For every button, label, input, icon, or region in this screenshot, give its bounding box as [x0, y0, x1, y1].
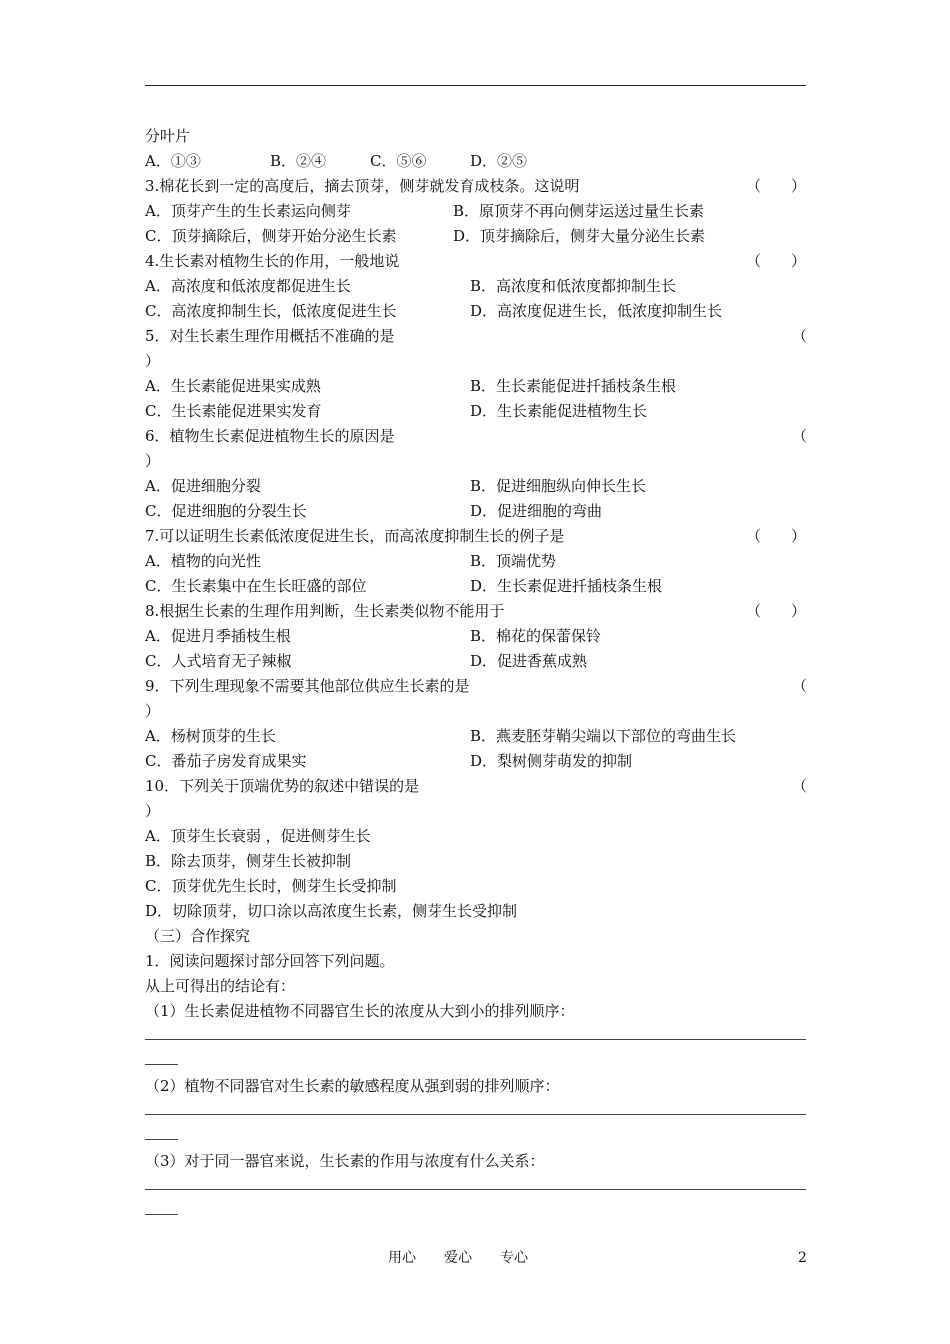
- task-1: 1．阅读问题探讨部分回答下列问题。: [145, 952, 395, 970]
- answer-paren: （ ）: [746, 252, 807, 270]
- sub-question-1: （1）生长素促进植物不同器官生长的浓度从大到小的排列顺序：: [145, 1002, 575, 1020]
- page-number: 2: [798, 1250, 807, 1266]
- q9-option-b: B．燕麦胚芽鞘尖端以下部位的弯曲生长: [470, 727, 737, 745]
- answer-paren: （ ）: [746, 602, 807, 620]
- answer-paren: （: [792, 327, 808, 345]
- answer-line-tail: [145, 1139, 178, 1140]
- q7-option-c: C．生长素集中在生长旺盛的部位: [145, 577, 367, 595]
- sub-question-2: （2）植物不同器官对生长素的敏感程度从强到弱的排列顺序：: [145, 1077, 560, 1095]
- sub-question-3: （3）对于同一器官来说，生长素的作用与浓度有什么关系：: [145, 1152, 545, 1170]
- q10-option-b: B．除去顶芽，侧芽生长被抑制: [145, 852, 352, 870]
- q9-option-d: D．梨树侧芽萌发的抑制: [470, 752, 633, 770]
- header-rule: [145, 85, 806, 86]
- q10-option-a: A．顶芽生长衰弱 ，促进侧芽生长: [145, 827, 371, 845]
- q7-option-d: D．生长素促进扦插枝条生根: [470, 577, 663, 595]
- paren-close: ）: [145, 702, 161, 720]
- answer-line-tail: [145, 1214, 178, 1215]
- question-8: 8.根据生长素的生理作用判断，生长素类似物不能用于: [145, 602, 505, 620]
- q9-option-a: A．杨树顶芽的生长: [145, 727, 276, 745]
- q2-option-b: B．②④: [270, 152, 327, 170]
- q3-option-d: D．顶芽摘除后，侧芽大量分泌生长素: [453, 227, 706, 245]
- q9-option-c: C．番茄子房发育成果实: [145, 752, 307, 770]
- question-4: 4.生长素对植物生长的作用，一般地说: [145, 252, 400, 270]
- paren-close: ）: [145, 352, 161, 370]
- q6-option-b: B．促进细胞纵向伸长生长: [470, 477, 647, 495]
- q5-option-b: B．生长素能促进扦插枝条生根: [470, 377, 677, 395]
- text-line: 分叶片: [145, 127, 191, 145]
- q5-option-d: D．生长素能促进植物生长: [470, 402, 648, 420]
- q4-option-d: D．高浓度促进生长，低浓度抑制生长: [470, 302, 723, 320]
- question-6: 6．植物生长素促进植物生长的原因是: [145, 427, 395, 445]
- q6-option-d: D．促进细胞的弯曲: [470, 502, 603, 520]
- q7-option-b: B．顶端优势: [470, 552, 557, 570]
- question-5: 5．对生长素生理作用概括不准确的是: [145, 327, 395, 345]
- conclusion-intro: 从上可得出的结论有：: [145, 977, 296, 995]
- answer-paren: （ ）: [746, 527, 807, 545]
- q2-option-d: D．②⑤: [470, 152, 528, 170]
- question-7: 7.可以证明生长素低浓度促进生长，而高浓度抑制生长的例子是: [145, 527, 565, 545]
- paren-close: ）: [145, 452, 161, 470]
- q8-option-b: B．棉花的保蕾保铃: [470, 627, 602, 645]
- q7-option-a: A．植物的向光性: [145, 552, 261, 570]
- q3-option-b: B．原顶芽不再向侧芽运送过量生长素: [453, 202, 705, 220]
- q2-option-c: C．⑤⑥: [370, 152, 427, 170]
- footer-motto: 用心 爱心 专心: [388, 1250, 528, 1266]
- q8-option-a: A．促进月季插枝生根: [145, 627, 291, 645]
- question-9: 9．下列生理现象不需要其他部位供应生长素的是: [145, 677, 470, 695]
- q4-option-c: C．高浓度抑制生长，低浓度促进生长: [145, 302, 397, 320]
- answer-line: [145, 1039, 806, 1040]
- paren-close: ）: [145, 802, 161, 820]
- q5-option-c: C．生长素能促进果实发育: [145, 402, 322, 420]
- q4-option-a: A．高浓度和低浓度都促进生长: [145, 277, 351, 295]
- q6-option-a: A．促进细胞分裂: [145, 477, 261, 495]
- answer-line: [145, 1114, 806, 1115]
- question-10: 10．下列关于顶端优势的叙述中错误的是: [145, 777, 420, 795]
- q3-option-a: A．顶芽产生的生长素运向侧芽: [145, 202, 351, 220]
- question-3: 3.棉花长到一定的高度后，摘去顶芽，侧芽就发育成枝条。这说明: [145, 177, 580, 195]
- answer-line-tail: [145, 1064, 178, 1065]
- q6-option-c: C．促进细胞的分裂生长: [145, 502, 307, 520]
- q10-option-c: C．顶芽优先生长时，侧芽生长受抑制: [145, 877, 397, 895]
- answer-paren: （ ）: [746, 177, 807, 195]
- q8-option-d: D．促进香蕉成熟: [470, 652, 588, 670]
- answer-paren: （: [792, 427, 808, 445]
- section-heading: （三）合作探究: [145, 927, 251, 945]
- answer-paren: （: [792, 777, 808, 795]
- q3-option-c: C．顶芽摘除后，侧芽开始分泌生长素: [145, 227, 397, 245]
- q5-option-a: A．生长素能促进果实成熟: [145, 377, 321, 395]
- q8-option-c: C．人式培育无子辣椒: [145, 652, 292, 670]
- q4-option-b: B．高浓度和低浓度都抑制生长: [470, 277, 677, 295]
- q2-option-a: A．①③: [145, 152, 201, 170]
- answer-paren: （: [792, 677, 808, 695]
- q10-option-d: D．切除顶芽，切口涂以高浓度生长素，侧芽生长受抑制: [145, 902, 518, 920]
- answer-line: [145, 1189, 806, 1190]
